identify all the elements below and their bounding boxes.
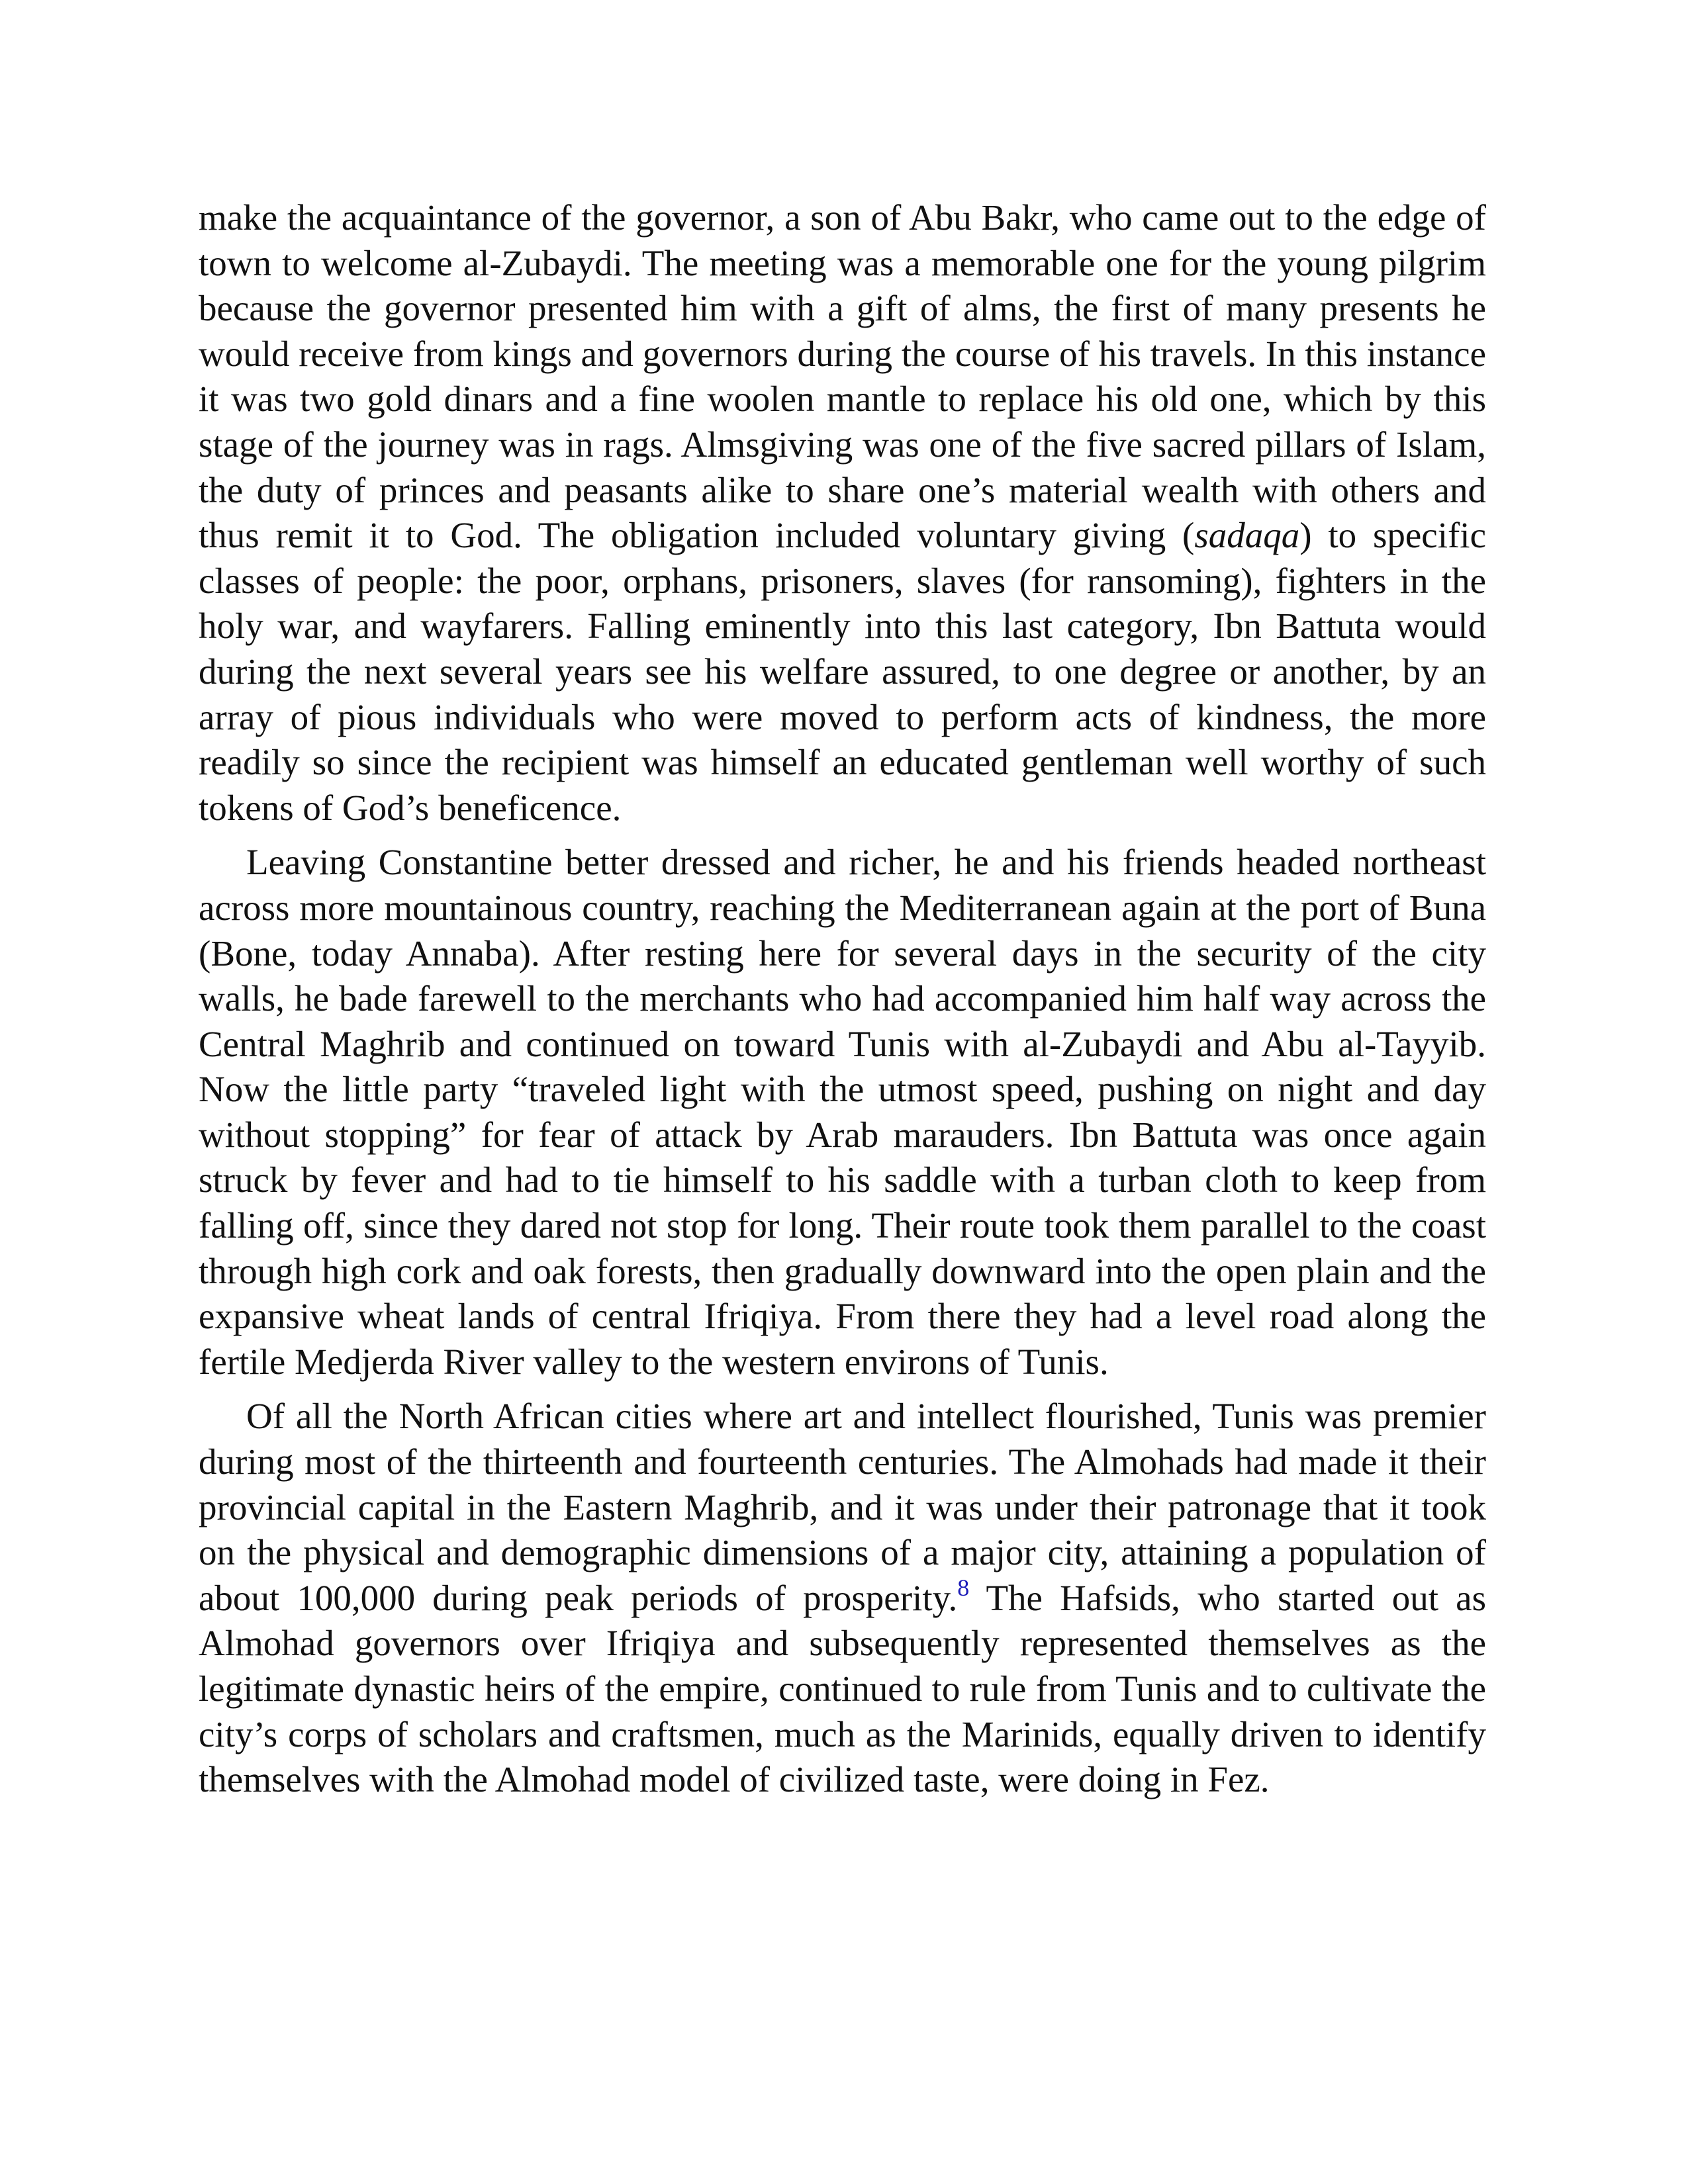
paragraph-governor-alms — [199, 195, 1486, 831]
paragraph-journey-to-tunis — [199, 840, 1486, 1385]
text-segment: The Hafsids, who started out as Almohad governors over Ifriqiya and subsequently represented themselves as the legitimate dynastic heirs of the empire, continued to rule from Tunis and to cultivate the city’s corps of scholars and craftsmen, much as the Marinids, equally driven to identify themselves with the Almohad model of civilized taste, were doing in Fez. — [199, 1577, 1486, 1800]
page-body — [199, 195, 1486, 1812]
paragraph-tunis-history — [199, 1394, 1486, 1802]
text-segment: Leaving Constantine better dressed and richer, he and his friends headed northeast across more mountainous country, reaching the Mediterranean again at the port of Buna (Bone, today Annaba). After resting here for several days in the security of the city walls, he bade farewell to the merchants who had accompanied him half way across the Central Maghrib and continued on toward Tunis with al-Zubaydi and Abu al-Tayyib. Now the little party “traveled light with the utmost speed, pushing on night and day without stopping” for fear of attack by Arab marauders. Ibn Battuta was once again struck by fever and had to tie himself to his saddle with a turban cloth to keep from falling off, since they dared not stop for long. Their route took them parallel to the coast through high cork and oak forests, then gradually downward into the open plain and the expansive wheat lands of central Ifriqiya. From there they had a level road along the fertile Medjerda River valley to the western environs of Tunis. — [199, 842, 1486, 1382]
text-segment: ) to specific classes of people: the poor, orphans, prisoners, slaves (for ransoming), fighters in the holy war, and wayfarers. Falling eminently into this last category, Ibn Battuta would during the next several years see his welfare assured, to one degree or another, by an array of pious individuals who were moved to perform acts of kindness, the more readily so since the recipient was himself an educated gentleman well worthy of such tokens of God’s beneficence. — [199, 515, 1486, 828]
text-segment: Of all the North African cities where art and intellect flourished, Tunis was premier during most of the thirteenth and fourteenth centuries. The Almohads had made it their provincial capital in the Eastern Maghrib, and it was under their patronage that it took on the physical and demographic dimensions of a major city, attaining a population of about 100,000 during peak periods of prosperity. — [199, 1396, 1486, 1618]
footnote-link-8[interactable]: 8 — [957, 1574, 970, 1601]
italic-term-sadaqa: sadaqa — [1194, 515, 1300, 556]
text-segment: make the acquaintance of the governor, a son of Abu Bakr, who came out to the edge of town to welcome al-Zubaydi. The meeting was a memorable one for the young pilgrim because the governor presented him with a gift of alms, the first of many presents he would receive from kings and governors during the course of his travels. In this instance it was two gold dinars and a fine woolen mantle to replace his old one, which by this stage of the journey was in rags. Almsgiving was one of the five sacred pillars of Islam, the duty of princes and peasants alike to share one’s material wealth with others and thus remit it to God. The obligation included voluntary giving ( — [199, 197, 1486, 556]
